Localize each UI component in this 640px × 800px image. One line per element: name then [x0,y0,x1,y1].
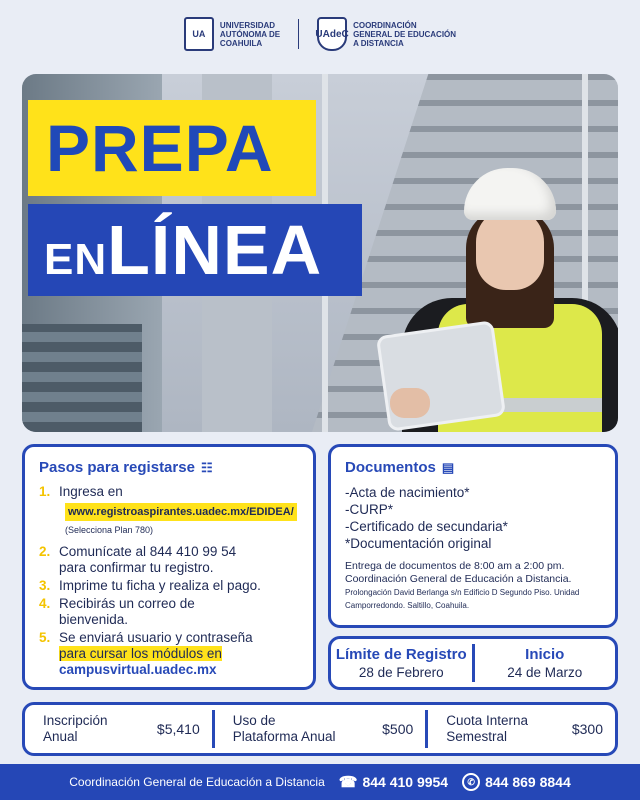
document-item: -CURP* [345,502,394,517]
delivery-hours: Entrega de documentos de 8:00 am a 2:00 pm. Coordinación General de Educación a Distancia. [345,560,572,585]
registration-steps-card [22,444,316,690]
hero-person [382,158,618,432]
whatsapp-number: 844 869 8844 [485,774,571,790]
document-item: -Acta de nacimiento* [345,485,470,500]
person-face [476,208,544,290]
hard-hat-icon [464,168,556,220]
steps-heading-text: Pasos para registarse [39,459,195,476]
cgea-logo-text: COORDINACIÓN GENERAL DE EDUCACIÓN A DISTANCIA [353,20,457,48]
step-number: 1. [39,484,51,499]
start-value: 24 de Marzo [507,664,583,680]
uadec-logo [184,17,280,51]
deadline-label: Límite de Registro [335,645,467,663]
document-icon: ▤ [441,459,455,475]
documents-card [328,444,618,628]
fee-value: $500 [382,721,414,737]
fee-value: $300 [571,721,603,737]
step-5 [39,630,301,678]
step-3 [39,578,301,594]
logo-header [0,12,640,56]
fee-platform [215,713,426,745]
deadline-value: 28 de Febrero [358,664,444,680]
fee-label: Cuota Interna Semestral [446,713,529,744]
footer-bar [0,764,640,800]
step-text: Comunícate al 844 410 99 54 para confirmar tu registro. [59,544,237,575]
checklist-icon: ☷ [200,459,213,475]
fees-card [22,702,618,756]
documents-heading [345,459,603,476]
delivery-address: Prolongación David Berlanga s/n Edificio D Segundo Piso. Unidad Camporredondo. Saltillo, Coahuila. [345,588,580,610]
step-2 [39,544,301,576]
hero-banner [22,74,618,432]
cgea-logo [317,17,456,51]
step-text: Recibirás un correo de bienvenida. [59,596,195,627]
fee-value: $5,410 [156,721,200,737]
hero-title-en-linea [28,204,362,296]
step-number: 4. [39,596,51,611]
footer-phone[interactable] [339,773,448,791]
document-item: -Certificado de secundaria* [345,519,508,534]
fee-label: Inscripción Anual [43,713,108,744]
hero-title-prepa: PREPA [28,100,316,196]
uadec-seal-icon: UA [184,17,214,51]
fee-label: Uso de Plataforma Anual [232,713,336,744]
document-item: *Documentación original [345,536,492,551]
step-number: 2. [39,544,51,559]
fee-internal [428,713,615,745]
delivery-note [345,560,603,612]
step-1 [39,484,301,542]
start-date [475,646,616,681]
plan-note: (Selecciona Plan 780) [65,525,154,535]
logo-divider [298,19,299,49]
fee-inscription [25,713,212,745]
campus-link[interactable]: campusvirtual.uadec.mx [59,662,217,677]
documents-heading-text: Documentos [345,459,436,476]
footer-whatsapp[interactable] [462,773,571,791]
registration-deadline [331,646,472,681]
whatsapp-icon: ✆ [462,773,480,791]
steps-heading [39,459,301,476]
start-label: Inicio [525,645,565,663]
uadec-logo-text: UNIVERSIDAD AUTÓNOMA DE COAHUILA [219,20,281,48]
person-hand [390,388,430,418]
step-4 [39,596,301,628]
phone-icon: ☎ [338,774,358,791]
cgea-shield-icon: UAdeC [317,17,347,51]
registration-link[interactable]: www.registroaspirantes.uadec.mx/EDIDEA/ [65,503,297,521]
hero-title-linea: LÍNEA [107,211,323,289]
key-dates-card [328,636,618,690]
hero-title-en: EN [44,235,108,284]
step-5-highlight: para cursar los módulos en [59,646,222,661]
step-number: 3. [39,578,51,593]
footer-organization: Coordinación General de Educación a Distancia [69,775,325,789]
step-number: 5. [39,630,51,645]
step-text: Se enviará usuario y contraseña [59,630,253,645]
step-text: Ingresa en [59,484,123,499]
step-text: Imprime tu ficha y realiza el pago. [59,578,261,593]
phone-number: 844 410 9954 [362,774,449,790]
